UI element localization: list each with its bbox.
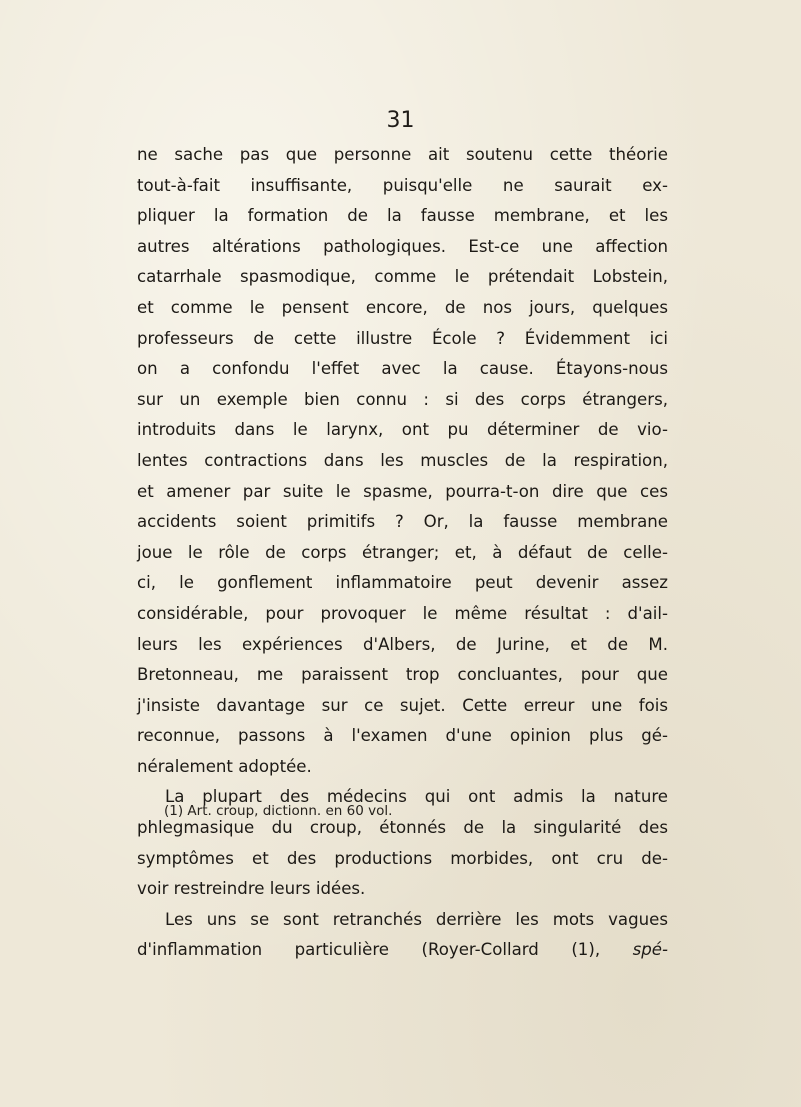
text-line: accidents soient primitifs ? Or, la fausse membrane (137, 512, 668, 532)
text-line: sur un exemple bien connu : si des corps étrangers, (137, 389, 668, 409)
body-text (137, 140, 668, 966)
text-line: reconnue, passons à l'examen d'une opinion plus gé- (137, 726, 668, 746)
text-line: Bretonneau, me paraissent trop concluantes, pour que (137, 665, 668, 685)
text-line: autres altérations pathologiques. Est-ce une affection (137, 236, 668, 256)
footnote: (1) Art. croup, dictionn. en 60 vol. (164, 803, 393, 819)
text-line: ci, le gonflement inflammatoire peut devenir assez (137, 573, 668, 593)
text-line-final-italic: spé- (632, 940, 668, 960)
text-line: on a confondu l'effet avec la cause. Étayons-nous (137, 359, 668, 379)
text-line: catarrhale spasmodique, comme le prétendait Lobstein, (137, 267, 668, 287)
text-line: ne sache pas que personne ait soutenu cette théorie (137, 145, 668, 164)
text-line: et amener par suite le spasme, pourra-t-on dire que ces (137, 481, 668, 501)
text-line: phlegmasique du croup, étonnés de la singularité des (137, 818, 668, 838)
text-line: Les uns se sont retranchés derrière les mots vagues (165, 909, 668, 929)
text-line: j'insiste davantage sur ce sujet. Cette erreur une fois (137, 695, 668, 715)
text-line-final-roman: d'inflammation particulière (Royer-Collard (1), (137, 940, 601, 960)
page-number: 31 (386, 108, 415, 133)
text-line: et comme le pensent encore, de nos jours, quelques (137, 297, 668, 317)
text-line: professeurs de cette illustre École ? Évidemment ici (137, 328, 668, 348)
text-line: leurs les expériences d'Albers, de Jurine, et de M. (137, 634, 668, 654)
text-line: joue le rôle de corps étranger; et, à défaut de celle- (137, 542, 668, 562)
text-line: La plupart des médecins qui ont admis la nature (165, 787, 668, 807)
text-line: lentes contractions dans les muscles de la respiration, (137, 450, 668, 470)
text-line: voir restreindre leurs idées. (137, 879, 366, 899)
text-line: tout-à-fait insuffisante, puisqu'elle ne saurait ex- (137, 175, 668, 195)
text-line: pliquer la formation de la fausse membrane, et les (137, 206, 668, 226)
text-line: introduits dans le larynx, ont pu déterminer de vio- (137, 420, 668, 440)
text-line: considérable, pour provoquer le même résultat : d'ail- (137, 603, 668, 623)
text-line-final (137, 935, 668, 966)
text-line: néralement adoptée. (137, 756, 312, 776)
text-line: symptômes et des productions morbides, ont cru de- (137, 848, 668, 868)
